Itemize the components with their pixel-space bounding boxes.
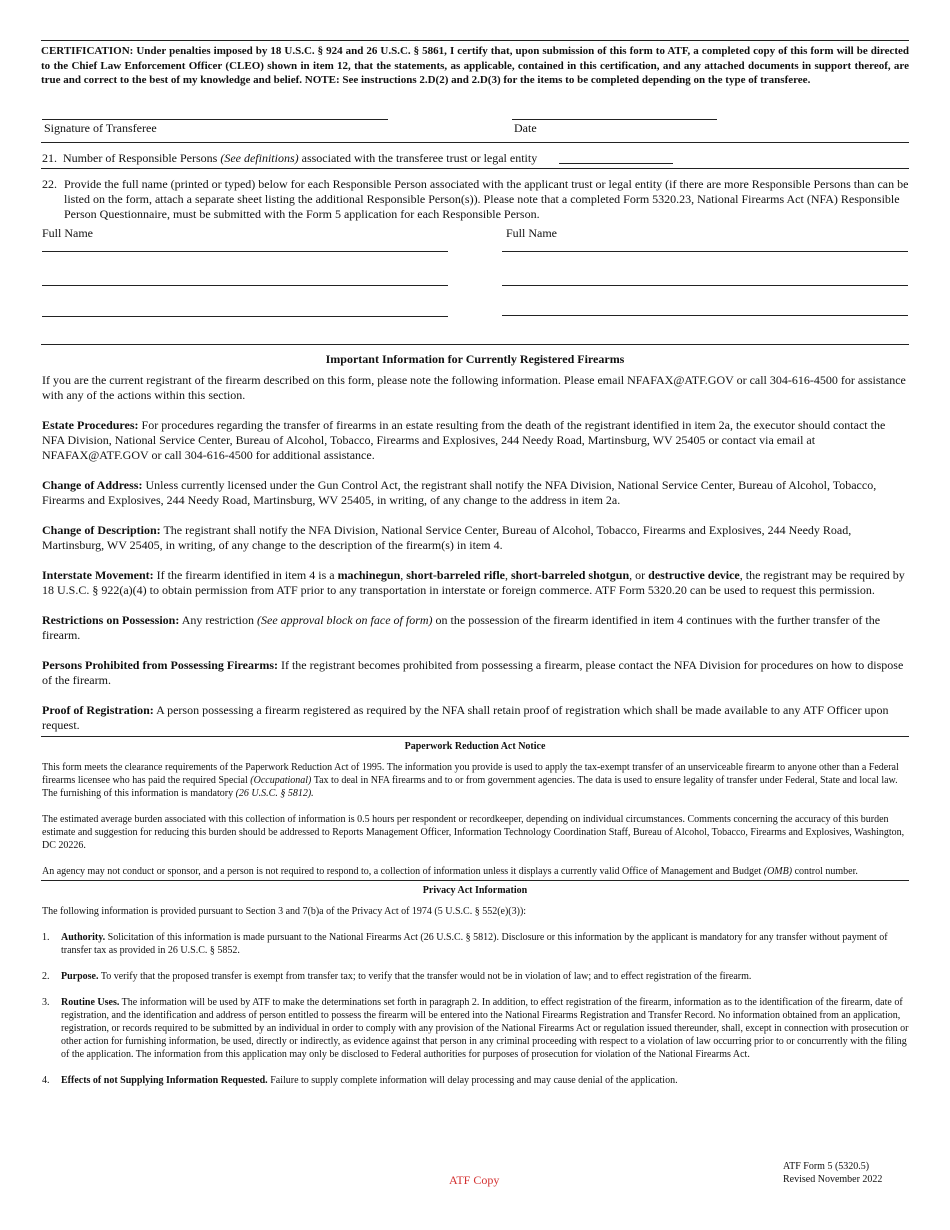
proof-of-registration	[42, 703, 909, 733]
proof-text: A person possessing a firearm registered as required by the NFA shall retain proof of registration which shall be made available to any ATF Officer upon request.	[42, 702, 889, 732]
proof-label: Proof of Registration:	[42, 702, 154, 717]
list-item-text: To verify that the proposed transfer is exempt from transfer tax; to verify that the transfer would not be in violation of law; and to effect registration of the firearm.	[100, 970, 752, 982]
interstate-term: short-barreled rifle	[406, 567, 505, 582]
paperwork-italic: (Occupational)	[250, 774, 312, 786]
signature-row	[41, 88, 909, 142]
item-21	[41, 143, 909, 168]
privacy-list	[41, 931, 909, 1087]
list-item-label: Authority.	[61, 931, 106, 943]
full-name-field[interactable]	[42, 251, 448, 252]
full-name-field[interactable]	[502, 285, 908, 286]
form-identifier	[783, 1160, 882, 1186]
form-number: ATF Form 5 (5320.5)	[783, 1161, 870, 1172]
item21-num: 21.	[42, 150, 57, 165]
list-item-num: 2.	[42, 970, 50, 982]
item21-italic: (See definitions)	[220, 150, 299, 165]
full-name-field[interactable]	[502, 251, 908, 252]
description-label: Change of Description:	[42, 522, 161, 537]
signature-label: Signature of Transferee	[44, 120, 157, 135]
privacy-title: Privacy Act Information	[422, 884, 528, 896]
full-name-label-left: Full Name	[42, 225, 93, 240]
certification-text: Under penalties imposed by 18 U.S.C. § 924 and 26 U.S.C. § 5861, I certify that, upon submission of this form to ATF, a completed copy of this form will be directed to the Chief Law Enforcement Officer (CLEO) shown in item 12, that the statements, as applicable, contained in this certification, and any attached documents in support thereof, are true and correct to the best of my knowledge and belief. NOTE: See instructions 2.D(2) and 2.D(3) for the items to be completed depending on the type of transferee.	[41, 45, 910, 86]
list-item-label: Routine Uses.	[61, 996, 120, 1008]
signature-line[interactable]	[42, 119, 388, 120]
item22-num: 22.	[42, 176, 57, 191]
change-of-description	[42, 523, 909, 553]
paperwork-text: This form meets the clearance requirements of the Paperwork Reduction Act of 1995. The information you provide is used to apply the tax-exempt transfer of an unserviceable firearm to anyone other than a Federal firearms licensee who has paid the required Special	[42, 761, 899, 786]
paperwork-italic: (OMB)	[763, 865, 793, 877]
list-item-text: Solicitation of this information is made pursuant to the National Firearms Act (26 U.S.C. § 5812). Disclosure or this information by the applicant is mandatory for any transfer without payment of transfer tax as provided in 26 U.S.C. § 5852.	[61, 931, 888, 956]
description-text: The registrant shall notify the NFA Division, National Service Center, Bureau of Alcohol, Tobacco, Firearms and Explosives, 244 Needy Road, Martinsburg, WV 25405, in writing, of any change to the description of the firearm(s) in item 4.	[42, 522, 852, 552]
responsible-persons-count-field[interactable]	[559, 163, 673, 164]
full-name-field[interactable]	[42, 316, 448, 317]
paperwork-text: control number.	[794, 865, 858, 877]
restrictions-on-possession	[42, 613, 909, 643]
date-line[interactable]	[512, 119, 717, 120]
responsible-person-names	[41, 222, 909, 344]
paperwork-italic: (26 U.S.C. § 5812).	[235, 787, 314, 799]
prohibited-label: Persons Prohibited from Possessing Firearms:	[42, 657, 278, 672]
paperwork-p2: The estimated average burden associated with this collection of information is 0.5 hours per respondent or recordkeeper, depending on individual circumstances. Comments concerning the accuracy of this burden estimate and suggestion for reducing this burden should be addressed to Reports Management Officer, Information Technology Coordination Staff, Bureau of Alcohol, Tobacco, Firearms and Explosives, Washington, DC 20226.	[42, 813, 905, 851]
certification-block	[41, 41, 909, 88]
item22-text: Provide the full name (printed or typed) below for each Responsible Person associated with the applicant trust or legal entity (if there are more Responsible Persons than can be listed on the form, attach a separate sheet listing the additional Responsible Person(s)). Please note that a completed Form 5320.23, National Firearms Act (NFA) Responsible Person Questionnaire, must be submitted with the Form 5 application for each Responsible Person.	[64, 176, 909, 221]
restrictions-italic: (See approval block on face of form)	[257, 612, 433, 627]
interstate-text: If the firearm identified in item 4 is a	[156, 567, 335, 582]
page-footer	[0, 1158, 950, 1188]
restrictions-text: Any restriction	[181, 612, 255, 627]
important-intro: If you are the current registrant of the firearm described on this form, please note the following information. Please email NFAFAX@ATF.GOV or call 304-616-4500 for assistance with any of the actions within this section.	[42, 372, 906, 402]
full-name-field[interactable]	[502, 315, 908, 316]
list-item-num: 3.	[42, 996, 50, 1008]
interstate-term: destructive device	[648, 567, 740, 582]
restrictions-label: Restrictions on Possession:	[42, 612, 180, 627]
interstate-label: Interstate Movement:	[42, 567, 154, 582]
full-name-label-right: Full Name	[506, 225, 557, 240]
interstate-movement: Interstate Movement: If the firearm identified in item 4 is a machinegun, short-barreled rifle, short-barreled shotgun, or destructive device, the registrant may be required by 18 U.S.C. § 922(a)(4) to obtain permission from ATF prior to any transportation in interstate or foreign commerce. ATF Form 5320.20 can be used to request this permission.	[42, 567, 905, 597]
certification-label: CERTIFICATION:	[41, 45, 134, 57]
change-of-address	[42, 478, 909, 508]
atf-copy-label: ATF Copy	[449, 1173, 500, 1187]
estate-label: Estate Procedures:	[42, 417, 139, 432]
list-item	[41, 931, 909, 957]
estate-text: For procedures regarding the transfer of firearms in an estate resulting from the death of the registrant identified in item 2a, the executor should contact the NFA Division, National Service Center, Bureau of Alcohol, Tobacco, Firearms and Explosives, 244 Needy Road, Martinsburg, WV 25405 or contact via email at NFAFAX@ATF.GOV or call 304-616-4500 for additional assistance.	[42, 417, 886, 462]
list-item	[41, 970, 909, 983]
list-item	[41, 1074, 909, 1087]
list-item-text: Failure to supply complete information will delay processing and may cause denial of the application.	[270, 1074, 678, 1086]
item-22	[41, 169, 909, 222]
list-item-text: The information will be used by ATF to make the determinations set forth in paragraph 2. In addition, to effect registration of the firearm, information as to the identification of the firearm, date of registration, and the identification and address of person entitled to possess the firearm will be entered into the National Firearms Registration and Transfer Record. No information obtained from an application, registration, or records required to be submitted by an individual in order to comply with any provision of the National Firearms Act or regulation issued thereunder, shall, except in connection with prosecution or other action for furnishing information, be used, directly or indirectly, as evidence against that person in any criminal proceeding with respect to a violation of law occurring prior to or concurrently with the filing of the application. The information from this application may only be disclosed to Federal authorities for purposes of prosecution for violation of the National Firearms Act.	[61, 996, 909, 1060]
restrictions-text: on the possession of the firearm identified in item 4 continues with the further transfer of the firearm.	[42, 612, 881, 642]
form-revision: Revised November 2022	[783, 1174, 883, 1185]
interstate-term: short-barreled shotgun	[511, 567, 630, 582]
date-label: Date	[514, 120, 537, 135]
privacy-intro: The following information is provided pursuant to Section 3 and 7(b)a of the Privacy Act of 1974 (5 U.S.C. § 552(e)(3)):	[42, 905, 527, 917]
paperwork-text: Tax to deal in NFA firearms and to or from government agencies. The data is used to ensure legality of transfer under Federal, State and local law. The furnishing of this information is mandatory	[42, 774, 898, 799]
list-item-num: 4.	[42, 1074, 50, 1086]
paperwork-p3	[42, 865, 909, 878]
paperwork-p1	[42, 761, 909, 800]
paperwork-title: Paperwork Reduction Act Notice	[404, 740, 546, 752]
interstate-term: machinegun	[337, 567, 401, 582]
paperwork-text: An agency may not conduct or sponsor, and a person is not required to respond to, a collection of information unless it displays a currently valid Office of Management and Budget	[42, 865, 762, 877]
list-item-num: 1.	[42, 931, 50, 943]
list-item	[41, 996, 909, 1061]
list-item-label: Purpose.	[61, 970, 99, 982]
item21-text: Number of Responsible Persons	[63, 150, 218, 165]
interstate-text: , the registrant may be required by 18 U.S.C. § 922(a)(4) to obtain permission from ATF prior to any transportation in interstate or foreign commerce. ATF Form 5320.20 can be used to request this permission.	[42, 567, 905, 597]
interstate-text: , or	[629, 567, 646, 582]
form-page	[41, 40, 909, 1100]
address-text: Unless currently licensed under the Gun Control Act, the registrant shall notify the NFA Division, National Service Center, Bureau of Alcohol, Tobacco, Firearms and Explosives, 244 Needy Road, Martinsburg, WV 25405, in writing, of any change to the address in item 2a.	[42, 477, 877, 507]
estate-procedures	[42, 418, 909, 463]
persons-prohibited	[42, 658, 909, 688]
prohibited-text: If the registrant becomes prohibited from possessing a firearm, please contact the NFA Division for procedures on how to dispose of the firearm.	[42, 657, 904, 687]
full-name-field[interactable]	[42, 285, 448, 286]
address-label: Change of Address:	[42, 477, 143, 492]
item21-text-after: associated with the transferee trust or legal entity	[301, 150, 538, 165]
list-item-label: Effects of not Supplying Information Requested.	[61, 1074, 268, 1086]
important-title: Important Information for Currently Registered Firearms	[325, 351, 625, 366]
